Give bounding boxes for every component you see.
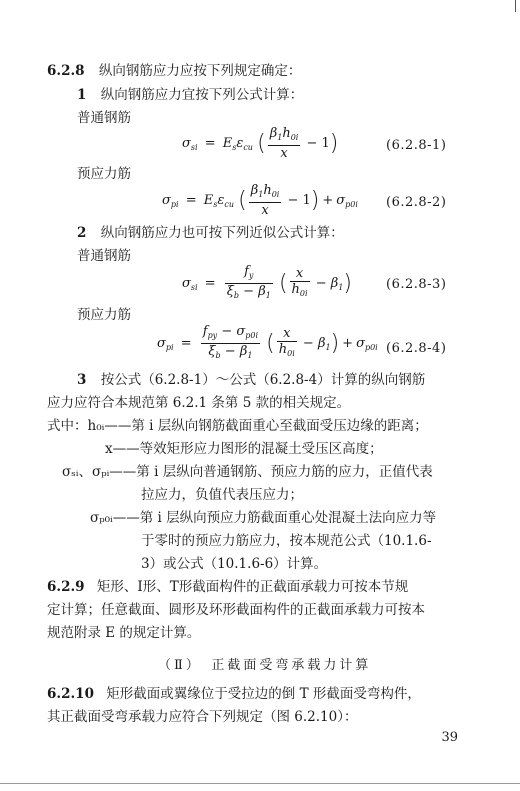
equation-number: (6.2.8-2) [386, 195, 447, 210]
where-sigma-si-pi-cont: 拉应力，负值代表压应力； [141, 487, 303, 503]
label-prestressed-steel: 预应力筋 [77, 307, 131, 323]
item-3-line2: 应力应符合本规范第 6.2.1 条第 5 款的相关规定。 [47, 395, 351, 411]
where-sigma-si-pi: σₛᵢ、σₚᵢ——第 i 层纵向普通钢筋、预应力筋的应力，正值代表 [62, 464, 433, 480]
where-h0i: 式中：h₀ᵢ——第 i 层纵向钢筋截面重心至截面受压边缘的距离； [47, 418, 428, 434]
where-sigma-p0i-cont1: 于零时的预应力筋应力，按本规范公式（10.1.6- [141, 533, 432, 549]
item-2 [77, 224, 344, 242]
label-ordinary-steel: 普通钢筋 [77, 110, 131, 126]
clause-6-2-9-line2: 定计算；任意截面、圆形及环形截面构件的正截面承载力可按本 [47, 602, 425, 618]
equation-number: (6.2.8-4) [386, 341, 447, 356]
equation-6-2-8-1: $\sigma_{si} = E_s\varepsilon_{cu}$ ( $\frac{\beta_1h_{0i}}{x}$ − 1) [182, 126, 339, 161]
clause-6-2-9-line1: 6.2.9 矩形、I形、T形截面构件的正截面承载力可按本节规 [47, 579, 409, 595]
page-number: 39 [441, 730, 458, 745]
item-number: 3 [77, 372, 87, 388]
item-3-line1: 3 按公式（6.2.8-1）～公式（6.2.8-4）计算的纵向钢筋 [77, 372, 426, 388]
item-text: 纵向钢筋应力宜按下列公式计算： [100, 87, 304, 103]
clause-number: 6.2.9 [47, 579, 85, 595]
clause-text: 纵向钢筋应力应按下列规定确定： [98, 63, 302, 79]
where-sigma-p0i-cont2: 3）或公式（10.1.6-6）计算。 [141, 556, 328, 572]
where-x: x——等效矩形应力图形的混凝土受压区高度； [105, 441, 383, 457]
equation-6-2-8-2: $\sigma_{pi} = E_s\varepsilon_{cu}$ ( $\frac{\beta_1h_{0i}}{x}$ − $1) + \sigma_{p0i}$ [162, 183, 358, 218]
equation-number: (6.2.8-3) [386, 277, 447, 292]
equation-6-2-8-3: $\sigma_{si}$ = $\frac{f_y}{\xi_b - \beta_1}$ ( $\frac{x}{h_{0i}}$ − $\beta_1$) [182, 264, 352, 300]
clause-number: 6.2.10 [47, 686, 94, 702]
item-number: 1 [77, 87, 87, 103]
label-prestressed-steel: 预应力筋 [77, 166, 131, 182]
clause-6-2-9-line3: 规范附录 E 的规定计算。 [47, 625, 201, 641]
where-sigma-p0i: σₚ₀ᵢ——第 i 层纵向预应力筋截面重心处混凝土法向应力等 [90, 510, 437, 526]
page-edge-mark [515, 0, 516, 12]
item-text: 纵向钢筋应力也可按下列近似公式计算： [100, 225, 344, 241]
clause-6-2-10-line2: 其正截面受弯承载力应符合下列规定（图 6.2.10）： [47, 709, 358, 725]
clause-6-2-10-line1: 6.2.10 矩形截面或翼缘位于受拉边的倒 T 形截面受弯构件， [47, 686, 421, 702]
item-number: 2 [77, 225, 87, 241]
clause-6-2-8 [47, 62, 301, 80]
item-1 [77, 86, 303, 104]
equation-6-2-8-4: $\sigma_{pi}$ = $\frac{f_{py} - \sigma_{p0i}}{\xi_b - \beta_1}$ ( $\frac{x}{h_{0i}}$ − $\beta_1) + \sigma_{p0i}$ [157, 324, 378, 360]
clause-number: 6.2.8 [47, 63, 85, 79]
section-title: （Ⅱ） 正截面受弯承载力计算 [158, 658, 372, 673]
bottom-rule [0, 783, 520, 784]
label-ordinary-steel: 普通钢筋 [77, 248, 131, 264]
equation-number: (6.2.8-1) [386, 138, 447, 153]
